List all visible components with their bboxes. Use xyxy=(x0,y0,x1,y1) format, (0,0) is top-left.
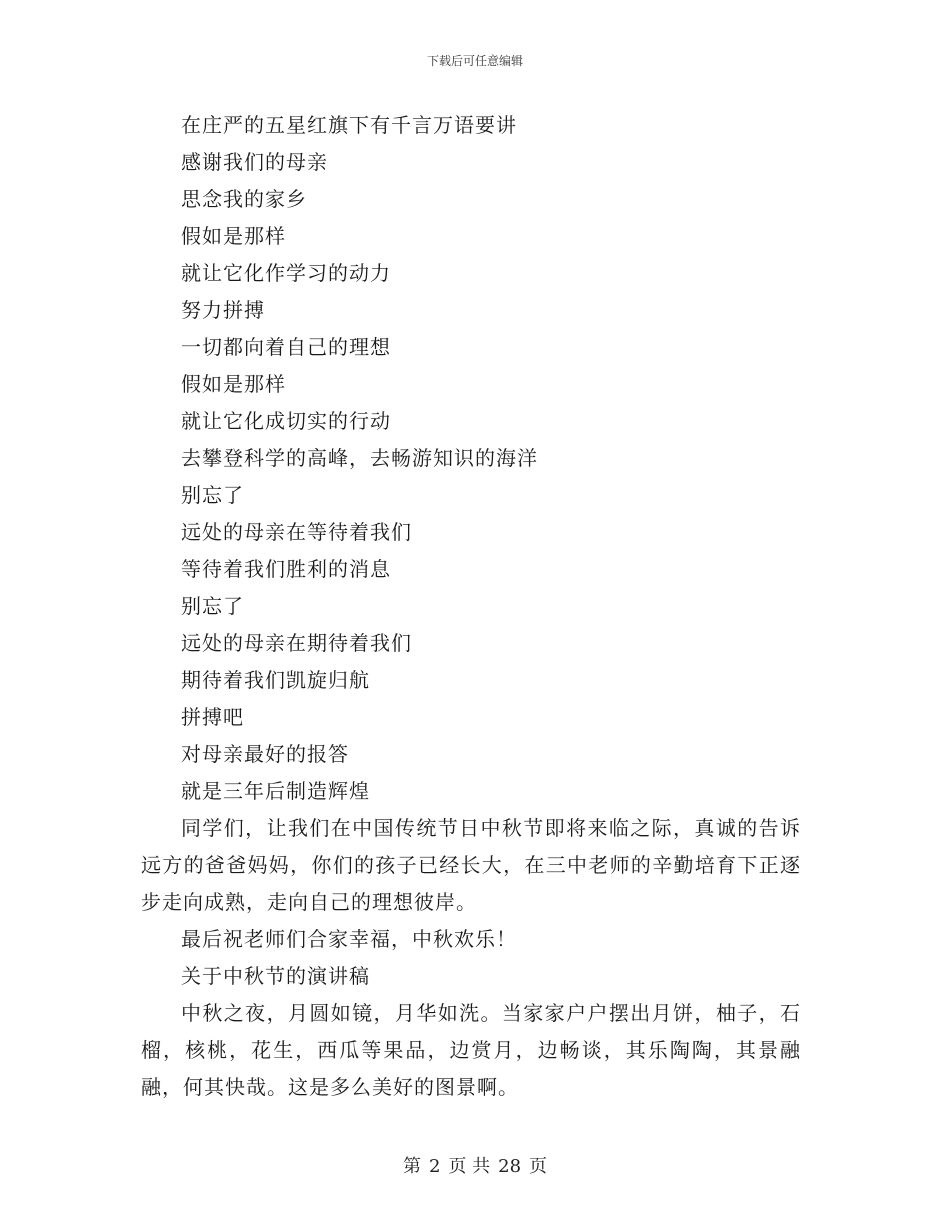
poem-line: 别忘了 xyxy=(181,483,244,507)
poem-line: 期待着我们凯旋归航 xyxy=(181,668,370,692)
poem-line: 在庄严的五星红旗下有千言万语要讲 xyxy=(181,113,517,137)
header-note: 下载后可任意编辑 xyxy=(426,54,523,68)
poem-line: 远处的母亲在等待着我们 xyxy=(181,520,412,544)
footer-prefix: 第 xyxy=(402,1156,421,1177)
paragraph: 中秋之夜，月圆如镜，月华如洗。当家家户户摆出月饼，柚子，石榴，核桃，花生，西瓜等果品，边赏月，边畅谈，其乐陶陶，其景融融，何其快哉。这是多么美好的图景啊。 xyxy=(141,1001,801,1099)
document-body xyxy=(141,107,801,1106)
poem-line: 就让它化成切实的行动 xyxy=(181,409,391,433)
paragraph: 同学们，让我们在中国传统节日中秋节即将来临之际，真诚的告诉远方的爸爸妈妈，你们的孩子已经长大，在三中老师的辛勤培育下正逐步走向成熟，走向自己的理想彼岸。 xyxy=(141,816,801,914)
page-footer xyxy=(0,1152,950,1178)
poem-line: 一切都向着自己的理想 xyxy=(181,335,391,359)
poem-line: 努力拼搏 xyxy=(181,298,265,322)
poem-line: 假如是那样 xyxy=(181,372,286,396)
section-heading: 关于中秋节的演讲稿 xyxy=(181,964,370,988)
poem-line: 别忘了 xyxy=(181,594,244,618)
poem-line: 就让它化作学习的动力 xyxy=(181,261,391,285)
footer-page-number: 2 xyxy=(428,1156,441,1177)
poem-line: 感谢我们的母亲 xyxy=(181,150,328,174)
footer-suffix: 页 xyxy=(529,1156,548,1177)
poem-line: 就是三年后制造辉煌 xyxy=(181,779,370,803)
poem-line: 等待着我们胜利的消息 xyxy=(181,557,391,581)
poem-line: 思念我的家乡 xyxy=(181,187,307,211)
paragraph: 最后祝老师们合家幸福，中秋欢乐！ xyxy=(181,927,517,951)
footer-total-pages: 28 xyxy=(498,1156,522,1177)
poem-line: 假如是那样 xyxy=(181,224,286,248)
footer-middle: 页 共 xyxy=(448,1156,491,1177)
poem-line: 拼搏吧 xyxy=(181,705,244,729)
poem-line: 去攀登科学的高峰，去畅游知识的海洋 xyxy=(181,446,538,470)
page-header xyxy=(0,52,950,69)
poem-line: 对母亲最好的报答 xyxy=(181,742,349,766)
poem-line: 远处的母亲在期待着我们 xyxy=(181,631,412,655)
